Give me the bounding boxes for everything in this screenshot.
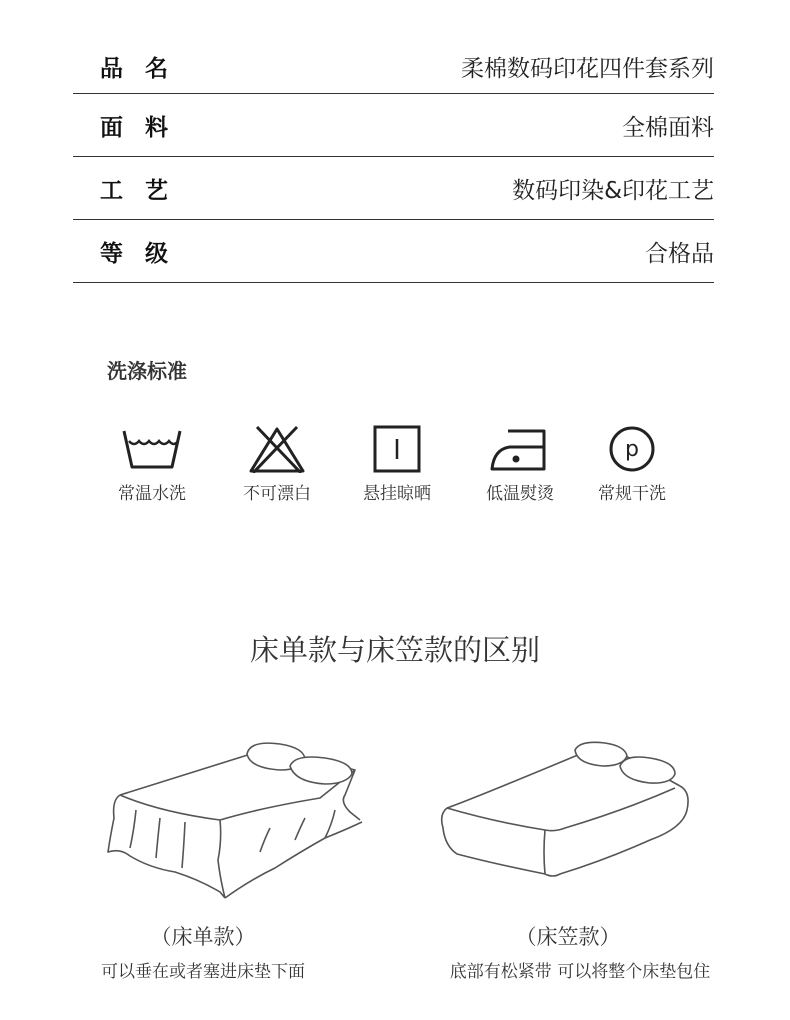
- spec-label: 等级: [100, 240, 190, 267]
- spec-label: 面料: [100, 114, 190, 141]
- fitted-sheet-desc: 底部有松紧带 可以将整个床垫包住: [449, 962, 711, 982]
- care-label: 悬挂晾晒: [363, 484, 431, 504]
- washtub-icon: [120, 425, 184, 473]
- spec-value: 全棉面料: [622, 114, 714, 141]
- spec-label: 工艺: [100, 177, 190, 204]
- fitted-sheet-bed-illustration: [435, 740, 695, 885]
- spec-row-fabric: [73, 94, 714, 157]
- spec-value: 柔棉数码印花四件套系列: [461, 56, 714, 82]
- spec-value: 数码印染&印花工艺: [512, 177, 714, 204]
- svg-text:p: p: [625, 437, 639, 462]
- flat-sheet-name: （床单款）: [150, 925, 256, 949]
- spec-label: 品名: [100, 56, 190, 82]
- flat-sheet-desc: 可以垂在或者塞进床垫下面: [101, 962, 305, 982]
- fitted-sheet-name: （床笠款）: [515, 925, 621, 949]
- iron-low-icon: [488, 425, 552, 473]
- care-label: 低温熨烫: [486, 484, 554, 504]
- care-item-wash: [92, 425, 212, 504]
- spec-row-craft: [73, 157, 714, 220]
- care-item-iron: [460, 425, 580, 504]
- flat-sheet-bed-illustration: [100, 740, 370, 905]
- care-title: 洗涤标准: [107, 359, 187, 383]
- care-item-dryclean: [572, 425, 692, 504]
- section-title: 床单款与床笠款的区别: [249, 633, 540, 667]
- dry-clean-p-icon: [600, 425, 664, 473]
- care-label: 常规干洗: [598, 484, 666, 504]
- no-bleach-icon: [245, 425, 309, 473]
- spec-row-name: [73, 40, 714, 94]
- care-item-bleach: [217, 425, 337, 504]
- care-label: 常温水洗: [118, 484, 186, 504]
- spec-table: [73, 40, 714, 283]
- spec-row-grade: [73, 220, 714, 283]
- care-label: 不可漂白: [243, 484, 311, 504]
- spec-value: 合格品: [645, 240, 714, 267]
- care-item-dry: [337, 425, 457, 504]
- hang-dry-icon: [365, 425, 429, 473]
